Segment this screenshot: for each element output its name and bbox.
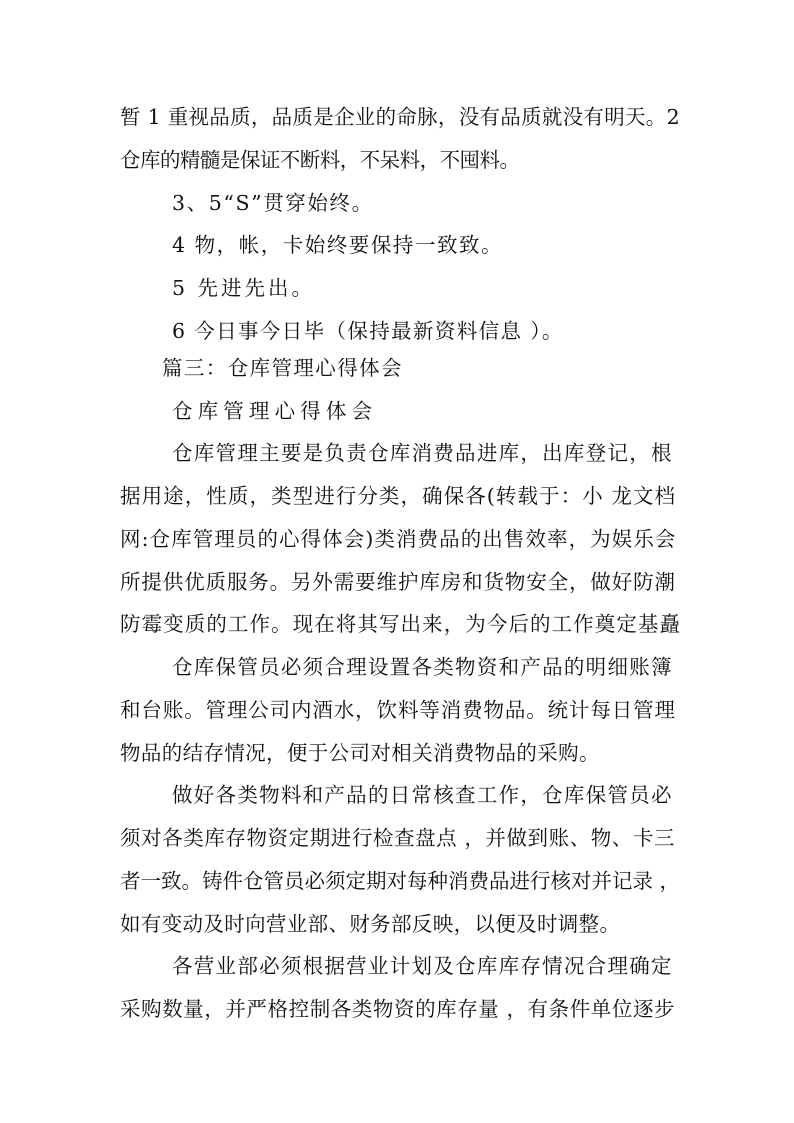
text-line: 网:仓库管理员的心得体会)类消费品的出售效率，为娱乐会 <box>120 527 677 551</box>
text-line: 采购数量，并严格控制各类物资的库存量 ，有条件单位逐步 <box>120 997 676 1021</box>
text-line: 做好各类物料和产品的日常核查工作，仓库保管员必 <box>172 783 673 807</box>
text-line: 如有变动及时向营业部、财务部反映，以便及时调整。 <box>120 912 621 936</box>
text-line: 和台账。管理公司内酒水，饮料等消费物品。统计每日管理 <box>120 698 676 722</box>
section-heading: 篇三：仓库管理心得体会 <box>162 356 403 380</box>
text-line: 者一致。铸件仓管员必须定期对每种消费品进行核对并记录 ， <box>120 869 681 893</box>
text-line: 物品的结存情况，便于公司对相关消费物品的采购。 <box>120 741 600 765</box>
text-line: 仓库管理主要是负责仓库消费品进库，出库登记，根 <box>172 441 673 465</box>
text-line: 5 先进先出。 <box>172 276 316 300</box>
text-line: 6 今日事今日毕（保持最新资料信息 ）。 <box>172 319 564 343</box>
text-line: 防霉变质的工作。现在将其写出来，为今后的工作奠定基矗 <box>120 612 682 636</box>
text-line: 须对各类库存物资定期进行检查盘点 ，并做到账、物、卡三 <box>120 826 676 850</box>
text-line: 所提供优质服务。另外需要维护库房和货物安全，做好防潮 <box>120 570 676 594</box>
text-line: 据用途，性质，类型进行分类，确保各(转载于：小 龙文档 <box>120 484 677 508</box>
text-line: 3、5“S”贯穿始终。 <box>172 191 374 215</box>
article-title: 仓库管理心得体会 <box>172 399 378 423</box>
text-line: 暂 1 重视品质，品质是企业的命脉，没有品质就没有明天。2 <box>120 105 680 129</box>
text-line: 4 物，帐，卡始终要保持一致致。 <box>172 233 504 257</box>
text-line: 仓库保管员必须合理设置各类物资和产品的明细账簿 <box>172 655 673 679</box>
text-line: 各营业部必须根据营业计划及仓库库存情况合理确定 <box>172 954 673 978</box>
text-line: 仓库的精髓是保证不断料，不呆料，不囤料。 <box>120 148 520 172</box>
